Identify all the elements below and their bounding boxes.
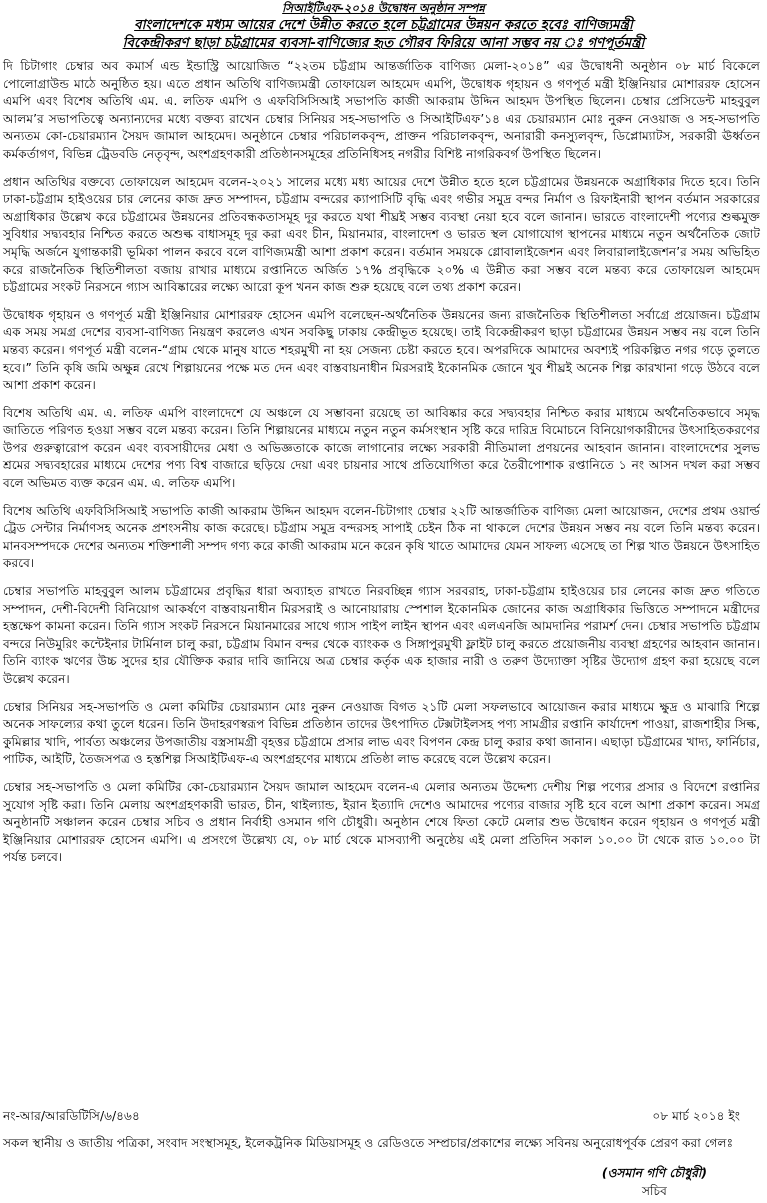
event-title: সিআইটিএফ-২০১৪ উদ্বোধন অনুষ্ঠান সম্পন্ন <box>282 1 485 15</box>
paragraph-fbcci-president: বিশেষ অতিথি এফবিসিসিআই সভাপতি কাজী আকরাম উদ্দিন আহমদ বলেন-চিটাগাং চেম্বার ২২টি আন্তর্জাতিক বাণিজ্য মেলা আয়োজন, দেশের প্রথম ওয়ার্ল্ড ট্রেড সেন্টার নির্মাণসহ অনেক প্রশংসনীয় কাজ করেছে। চট্টগ্রাম সমুদ্র বন্দরসহ সাপাই চেইন ঠিক না থাকলে দেশের উন্নয়ন সম্ভব নয় বলে তিনি মন্তব্য করেন। মানবসম্পদকে দেশের অন্যতম শক্তিশালী সম্পদ গণ্য করে কাজী আকরাম মনে করেন কৃষি খাতে আমাদের যেমন সাফল্য এসেছে তা শিল্প খাত উন্নয়নে উৎসাহিত করবে। <box>3 503 760 571</box>
paragraph-chief-guest: প্রধান অতিথির বক্তব্যে তোফায়েল আহমেদ বলেন-২০২১ সালের মধ্যে মধ্য আয়ের দেশে উন্নীত হতে হলে চট্টগ্রামের উন্নয়নকে অগ্রাধিকার দিতে হবে। তিনি ঢাকা-চট্টগ্রাম হাইওয়ের চার লেনের কাজ দ্রুত সম্পাদন, চট্টগ্রাম বন্দরের ক্যাপাসিটি বৃদ্ধি এবং গভীর সমুদ্র বন্দর নির্মাণ ও রিফাইনারী স্থাপন বর্তমান সরকারের অগ্রাধিকার উল্লেখ করে চট্টগ্রামের উন্নয়নের প্রতিবন্ধকতাসমূহ দূর করতে যথা শীঘ্রই সম্ভব ব্যবস্থা নেয়া হবে বলে জানান। ভারতে বাংলাদেশী পণ্যের শুল্কমুক্ত সুবিধার সদ্ব্যবহার নিশ্চিত করতে অশুল্ক বাধাসমূহ দূর করা এবং চীন, মিয়ানমার, বাংলাদেশ ও ভারত স্থল যোগাযোগ স্থাপনের মাধ্যমে নতুন অর্থনৈতিক জোট সমৃদ্ধি অর্জনে যুগান্তকারী ভূমিকা পালন করবে বলে বাণিজ্যমন্ত্রী আশা প্রকাশ করেন। বর্তমান সময়কে গ্লোবালাইজেশন এবং লিবারালাইজেশন’র সময় অভিহিত করে রাজনৈতিক স্থিতিশীলতা বজায় রাখার মাধ্যমে রপ্তানিতে অর্জিত ১৭% প্রবৃদ্ধিকে ২০% এ উন্নীত করা সম্ভব বলে মন্তব্য করে তোফায়েল আহমেদ চট্টগ্রামের সংকট নিরসনে গ্যাস আবিষ্কারের লক্ষ্যে আরো কূপ খনন কাজ শুরু হয়েছে বলে তথ্য প্রকাশ করেন। <box>3 174 760 295</box>
press-release-body <box>3 58 760 877</box>
headline-commerce-minister: বাংলাদেশকে মধ্যম আয়ের দেশে উন্নীত করতে হলে চট্টগ্রামের উন্নয়ন করতে হবেঃ বাণিজ্যমন্ত্রী <box>134 17 633 33</box>
paragraph-special-guest-latif: বিশেষ অতিথি এম. এ. লতিফ এমপি বাংলাদেশে যে অঞ্চলে যে সম্ভাবনা রয়েছে তা আবিষ্কার করে সদ্ব্যবহার নিশ্চিত করার মাধ্যমে অর্থনৈতিকভাবে সমৃদ্ধ জাতিতে পরিণত হওয়া সম্ভব বলে মন্তব্য করেন। তিনি শিল্পায়নের মাধ্যমে নতুন নতুন কর্মসংস্থান সৃষ্টি করে দারিদ্র বিমোচনে বিনিয়োগকারীদের উৎসাহিতকরণের উপর গুরুত্বারোপ করেন এবং ব্যবসায়ীদের মেধা ও অভিজ্ঞতাকে কাজে লাগানোর লক্ষ্যে সরকারী নীতিমালা প্রণয়নের আহবান জানান। বাংলাদেশের সুলভ শ্রমের সদ্ব্যবহারের মাধ্যমে দেশের পণ্য বিশ্ব বাজারে ছড়িয়ে দেয়া এবং চায়নার সাথে প্রতিযোগিতা করে তৈরীপোশাক রপ্তানিতে ১ নং আসন দখল করা সম্ভব বলে অভিমত ব্যক্ত করেন এম. এ. লতিফ এমপি। <box>3 405 760 491</box>
paragraph-inaugurator: উদ্বোধক গৃহায়ন ও গণপূর্ত মন্ত্রী ইঞ্জিনিয়ার মোশাররফ হোসেন এমপি বলেছেন-অর্থনৈতিক উন্নয়নের জন্য রাজনৈতিক স্থিতিশীলতা সর্বাগ্রে প্রয়োজন। চট্টগ্রাম এক সময় সমগ্র দেশের ব্যবসা-বাণিজ্য নিয়ন্ত্রণ করলেও এখন সবকিছু ঢাকায় কেন্দ্রীভূত হয়েছে। তাই বিকেন্দ্রীকরণ ছাড়া চট্টগ্রামের উন্নয়ন সম্ভব নয় বলে তিনি মন্তব্য করেন। গণপূর্ত মন্ত্রী বলেন-“গ্রাম থেকে মানুষ যাতে শহরমুখী না হয় সেজন্য চেষ্টা করতে হবে। অপরদিকে আমাদের অবশ্যই পরিকল্পিত নগর গড়ে তুলতে হবে।” তিনি কৃষি জমি অক্ষুন্ন রেখে শিল্পায়নের পক্ষে মত দেন এবং বাস্তবায়নাধীন মিরসরাই ইকোনমিক জোনে খুব শীঘ্রই অনেক শিল্প কারখানা গড়ে উঠবে বলে আশা প্রকাশ করেন। <box>3 307 760 393</box>
press-release-header <box>0 1 767 52</box>
signature-block <box>602 1164 707 1200</box>
release-date: ০৮ মার্চ ২০১৪ ইং <box>652 1109 740 1123</box>
paragraph-chamber-president: চেম্বার সভাপতি মাহবুবুল আলম চট্টগ্রামের প্রবৃদ্ধির ধারা অব্যাহত রাখতে নিরবচ্ছিন্ন গ্যাস সরবরাহ, ঢাকা-চট্টগ্রাম হাইওয়ের চার লেনের কাজ দ্রুত গতিতে সম্পাদন, দেশী-বিদেশী বিনিয়োগ আকর্ষণে বাস্তবায়নাধীন মিরসরাই ও আনোয়ারায় স্পেশাল ইকোনমিক জোনের কাজ অগ্রাধিকার ভিত্তিতে সম্পাদনে মন্ত্রীদের হস্তক্ষেপ কামনা করেন। তিনি গ্যাস সংকট নিরসনে মিয়ানমারের সাথে গ্যাস পাইপ লাইন স্থাপন এবং এলএনজি আমদানির পরামর্শ দেন। চেম্বার সভাপতি চট্টগ্রাম বন্দরে নিউমুরিং কন্টেইনার টার্মিনাল চালু করা, চট্টগ্রাম বিমান বন্দর থেকে ব্যাংকক ও সিঙ্গাপুরমুখী ফ্লাইট চালু করতে প্রয়োজনীয় ব্যবস্থা গ্রহণের আহবান জানান। তিনি ব্যাংক ঋণের উচ্চ সুদের হার যৌক্তিক করার দাবি জানিয়ে অত্র চেম্বার কর্তৃক এক হাজার নারী ও তরুণ উদ্যোক্তা সৃষ্টির উদ্যোগ গ্রহণ করা হয়েছে বলে উল্লেখ করেন। <box>3 584 760 686</box>
signatory-name: (ওসমান গণি চৌধুরী) <box>601 1166 707 1180</box>
headline-public-works-minister: বিকেন্দ্রীকরণ ছাড়া চট্টগ্রামের ব্যবসা-বাণিজ্যের হৃত গৌরব ফিরিয়ে আনা সম্ভব নয় ঃ গণপূর্তমন্ত্রী <box>122 35 645 51</box>
signatory-title: সচিব <box>641 1184 667 1198</box>
paragraph-fair-chairman: চেম্বার সিনিয়র সহ-সভাপতি ও মেলা কমিটির চেয়ারম্যান মোঃ নুরুন নেওয়াজ বিগত ২১টি মেলা সফলভাবে আয়োজন করার মাধ্যমে ক্ষুদ্র ও মাঝারি শিল্পে অনেক সাফল্যের কথা তুলে ধরেন। তিনি উদাহরণস্বরূপ বিভিন্ন প্রতিষ্ঠান তাদের উৎপাদিত টেক্সটাইলসহ পণ্য সামগ্রীর রপ্তানি কার্যাদেশ পাওয়া, রাজশাহীর সিল্ক, কুমিল্লার খাদি, পার্বত্য অঞ্চলের উপজাতীয় বস্ত্রসামগ্রী বৃহত্তর চট্টগ্রামে প্রসার লাভ এবং বিপণন কেন্দ্র চালু করার কথা জানান। এছাড়া চট্টগ্রামের খাদ্য, ফার্নিচার, পাটিক, আইটি, তৈজসপত্র ও হস্তশিল্প সিআইটিএফ-এ অংশগ্রহণের মাধ্যমে প্রতিষ্ঠা লাভ করেছে বলে উল্লেখ করেন। <box>3 699 760 767</box>
distribution-note: সকল স্থানীয় ও জাতীয় পত্রিকা, সংবাদ সংস্থাসমূহ, ইলেকট্রনিক মিডিয়াসমূহ ও রেডিওতে সম্প্রচার/প্রকাশের লক্ষ্যে সবিনয় অনুরোধপূর্বক প্রেরণ করা গেলঃ <box>3 1136 734 1150</box>
paragraph-co-chairman: চেম্বার সহ-সভাপতি ও মেলা কমিটির কো-চেয়ারম্যান সৈয়দ জামাল আহমেদ বলেন-এ মেলার অন্যতম উদ্দেশ্য দেশীয় শিল্প পণ্যের প্রসার ও বিদেশে রপ্তানির সুযোগ সৃষ্টি করা। তিনি মেলায় অংশগ্রহণকারী ভারত, চীন, থাইল্যান্ড, ইরান ইত্যাদি দেশেও আমাদের পণ্যের বাজার সৃষ্টি হবে বলে আশা প্রকাশ করেন। সমগ্র অনুষ্ঠানটি সঞ্চালন করেন চেম্বার সচিব ও প্রধান নির্বাহী ওসমান গণি চৌধুরী। অনুষ্ঠান শেষে ফিতা কেটে মেলার শুভ উদ্বোধন করেন গৃহায়ন ও গণপূর্ত মন্ত্রী ইঞ্জিনিয়ার মোশাররফ হোসেন এমপি। এ প্রসংগে উল্লেখ্য যে, ০৮ মার্চ থেকে মাসব্যাপী অনুষ্ঠেয় এই মেলা প্রতিদিন সকাল ১০.০০ টা থেকে রাত ১০.০০ টা পর্যন্ত চলবে। <box>3 779 760 865</box>
paragraph-opening: দি চিটাগাং চেম্বার অব কমার্স এন্ড ইন্ডাস্ট্রি আয়োজিত “২২তম চট্টগ্রাম আন্তর্জাতিক বাণিজ্য মেলা-২০১৪” এর উদ্বোধনী অনুষ্ঠান ০৮ মার্চ বিকেলে পোলোগ্রাউন্ড মাঠে অনুষ্ঠিত হয়। এতে প্রধান অতিথি বাণিজ্যমন্ত্রী তোফায়েল আহমেদ এমপি, উদ্বোধক গৃহায়ন ও গণপূর্ত মন্ত্রী ইঞ্জিনিয়ার মোশাররফ হোসেন এমপি এবং বিশেষ অতিথি এম. এ. লতিফ এমপি ও এফবিসিসিআই সভাপতি কাজী আকরাম উদ্দিন আহমদ উপস্থিত ছিলেন। চেম্বার প্রেসিডেন্ট মাহবুবুল আলম’র সভাপতিত্বে অন্যান্যদের মধ্যে বক্তব্য রাখেন চেম্বার সিনিয়র সহ-সভাপতি ও সিআইটিএফ’১৪ এর চেয়ারম্যান মোঃ নুরুন নেওয়াজ ও সহ-সভাপতি অন্যতম কো-চেয়ারম্যান সৈয়দ জামাল আহমেদ। অনুষ্ঠানে চেম্বার পরিচালকবৃন্দ, প্রাক্তন পরিচালকবৃন্দ, অনারারী কনস্যুলবৃন্দ, ডিপ্লোম্যাটস, সরকারী ঊর্ধ্বতন কর্মকর্তাগণ, বিভিন্ন ট্রেডবডি নেতৃবৃন্দ, অংশগ্রহণকারী প্রতিষ্ঠানসমূহের প্রতিনিধিসহ নগরীর বিশিষ্ট নাগরিকবর্গ উপস্থিত ছিলেন। <box>3 59 760 161</box>
reference-number: নং-আর/আরডিটিসি/৬/৪৬৪ <box>3 1109 140 1123</box>
reference-row <box>3 1108 760 1125</box>
